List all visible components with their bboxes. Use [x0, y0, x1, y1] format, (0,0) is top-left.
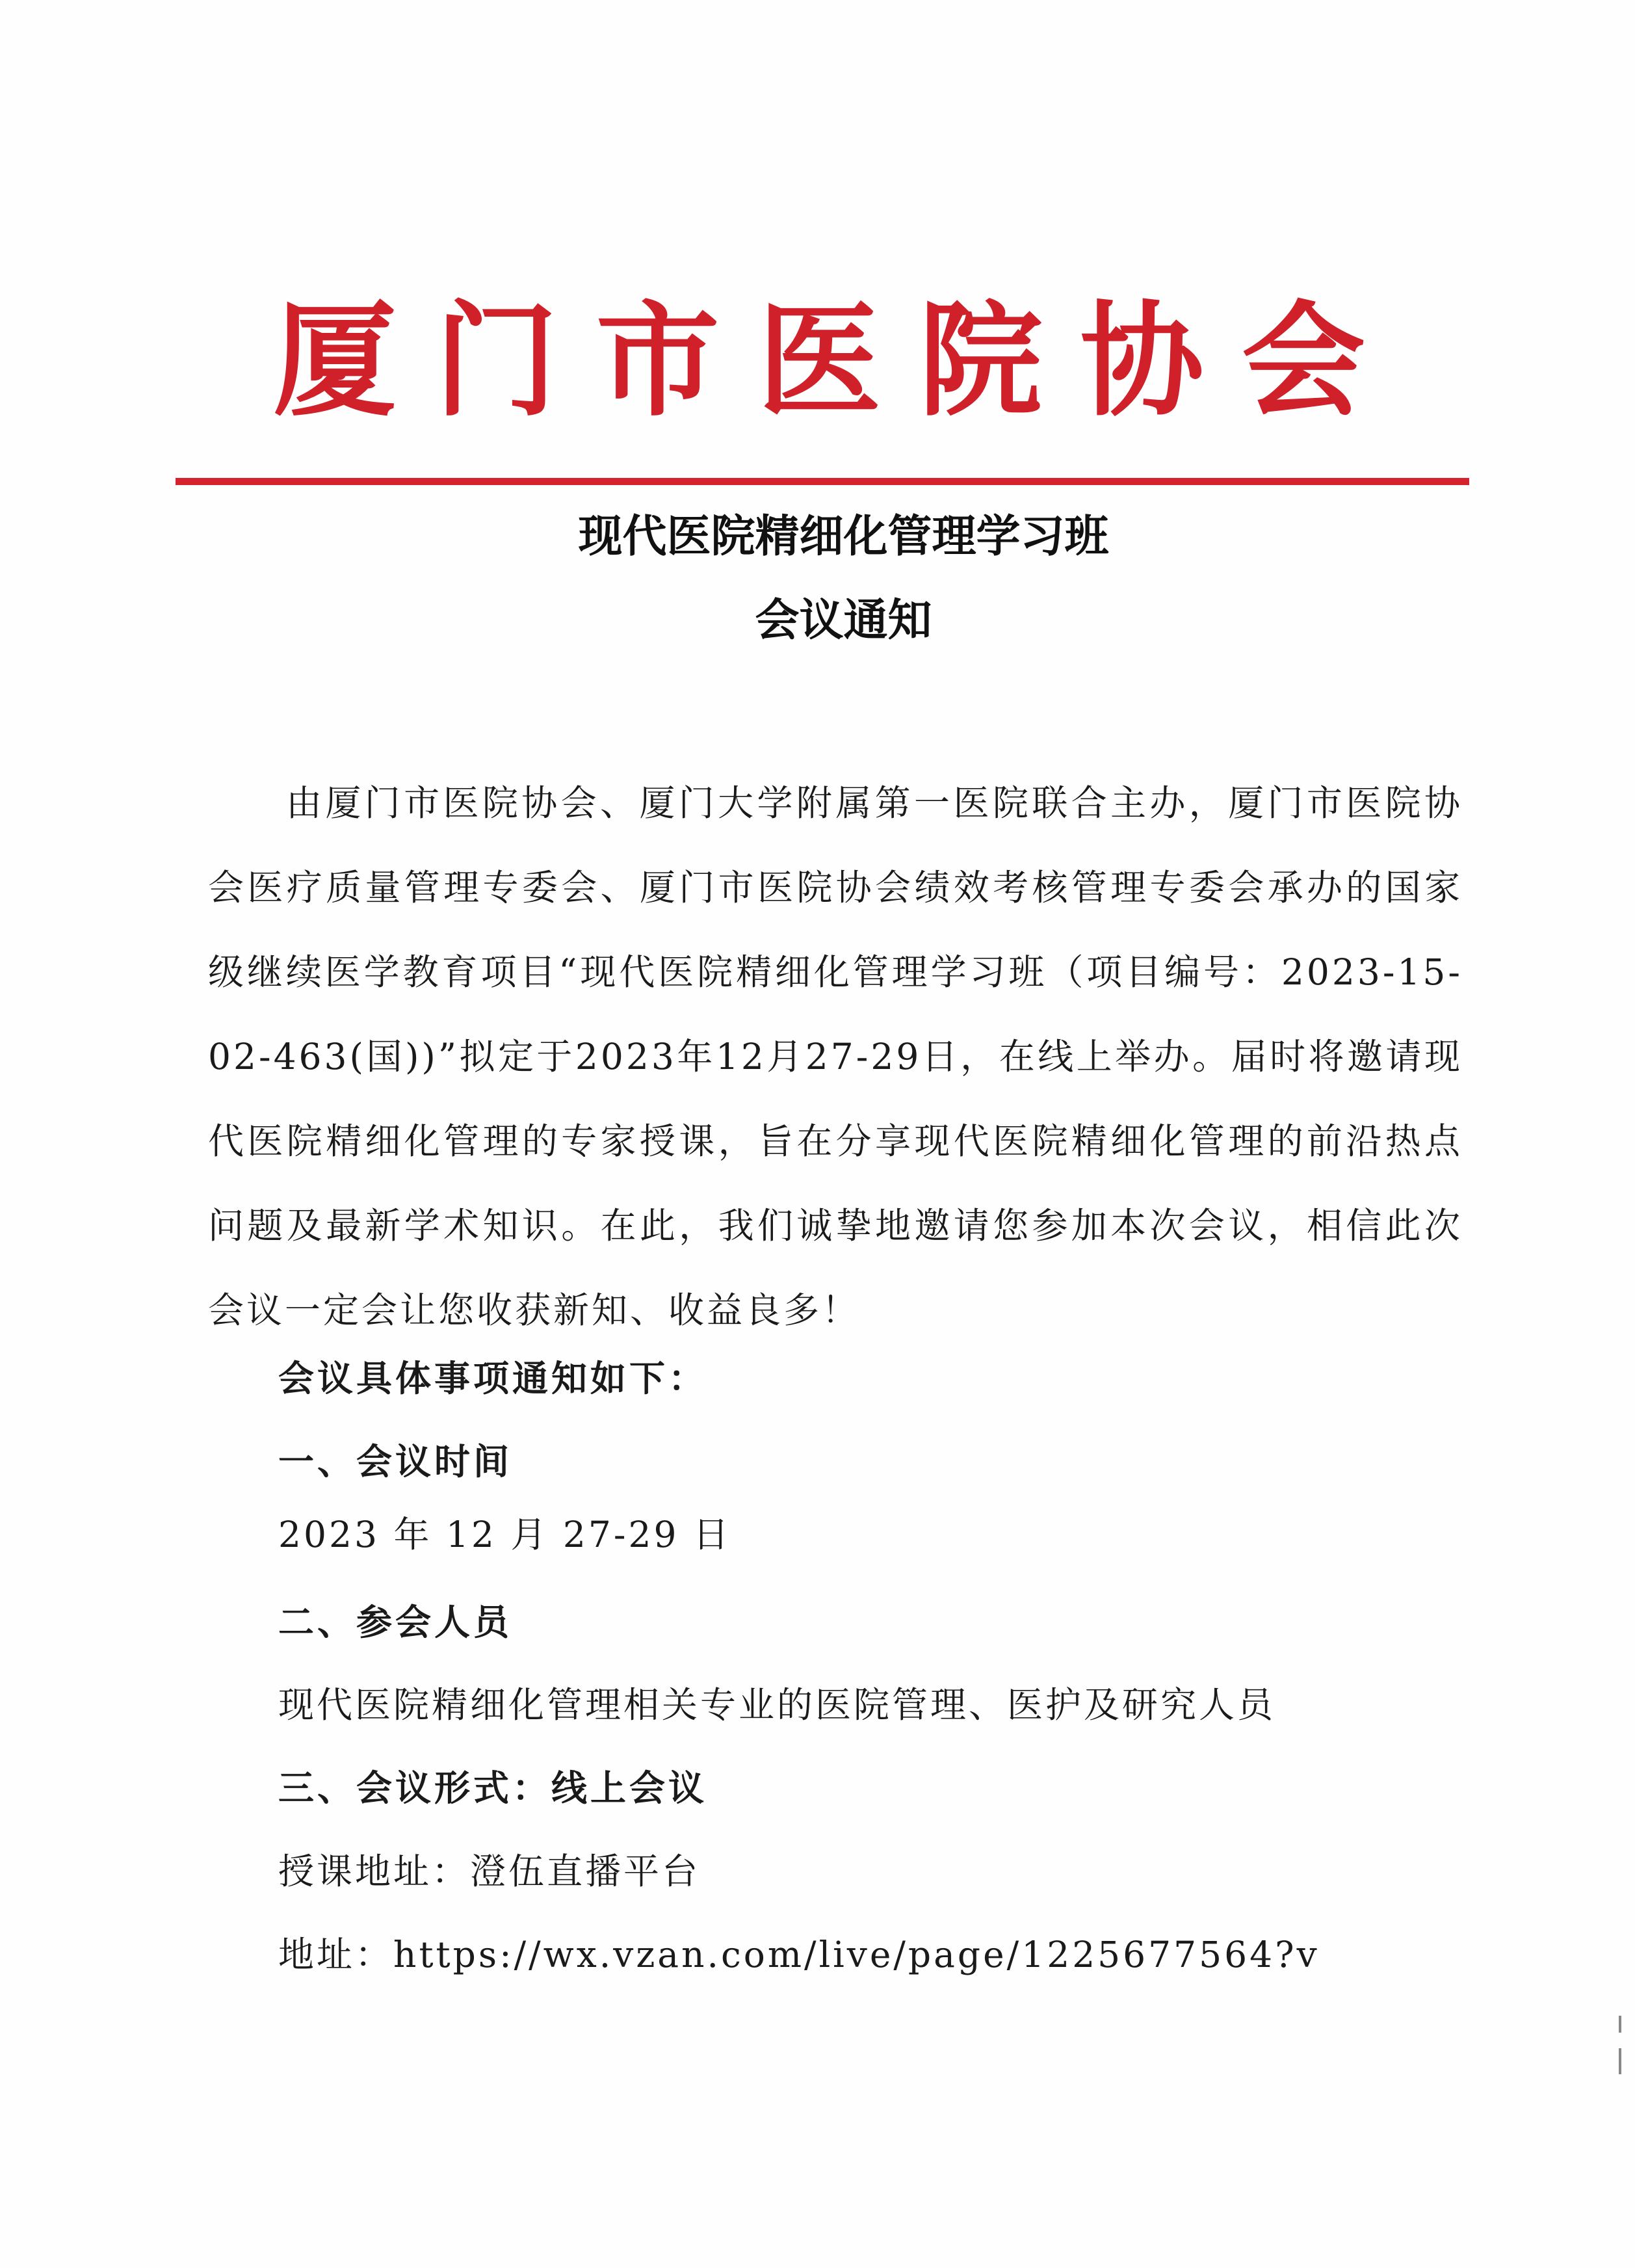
- scan-artifact: [1619, 2048, 1621, 2074]
- letterhead-char: 门: [434, 288, 558, 433]
- letterhead-divider: [176, 478, 1469, 485]
- section-3-heading: 三、会议形式：线上会议: [278, 1767, 708, 1809]
- scan-artifact: [1619, 2016, 1621, 2033]
- address-line: [278, 1929, 1320, 1981]
- address-link[interactable]: https://wx.vzan.com/live/page/1225677564?v: [393, 1934, 1320, 1975]
- letterhead-char: 院: [919, 288, 1043, 433]
- letterhead-char: 医: [757, 288, 881, 433]
- section-2-heading: 二、参会人员: [278, 1602, 513, 1643]
- letterhead-char: 厦: [273, 288, 397, 433]
- letterhead-char: 会: [1241, 288, 1365, 433]
- letterhead-char: 市: [595, 288, 720, 433]
- meeting-time: 2023 年 12 月 27-29 日: [278, 1514, 731, 1555]
- document-title: 现代医院精细化管理学习班: [578, 511, 1109, 562]
- letterhead-char: 协: [1080, 288, 1204, 433]
- platform-line: 授课地址：澄伍直播平台: [278, 1851, 701, 1892]
- letterhead: [273, 288, 1365, 433]
- section-1-heading: 一、会议时间: [278, 1441, 513, 1483]
- address-label: 地址：: [278, 1934, 394, 1975]
- intro-paragraph: 由厦门市医院协会、厦门大学附属第一医院联合主办，厦门市医院协会医疗质量管理专委会、厦门市医院协会绩效考核管理专委会承办的国家级继续医学教育项目“现代医院精细化管理学习班（项目编号：2023-15-02-463(国))”拟定于2023年12月27-29日，在线上举办。届时将邀请现代医院精细化管理的专家授课，旨在分享现代医院精细化管理的前沿热点问题及最新学术知识。在此，我们诚挚地邀请您参加本次会议，相信此次会议一定会让您收获新知、收益良多！: [208, 782, 1463, 1331]
- document-subtitle: 会议通知: [755, 595, 932, 646]
- attendees: 现代医院精细化管理相关专业的医院管理、医护及研究人员: [278, 1684, 1276, 1726]
- items-heading: 会议具体事项通知如下：: [278, 1358, 708, 1399]
